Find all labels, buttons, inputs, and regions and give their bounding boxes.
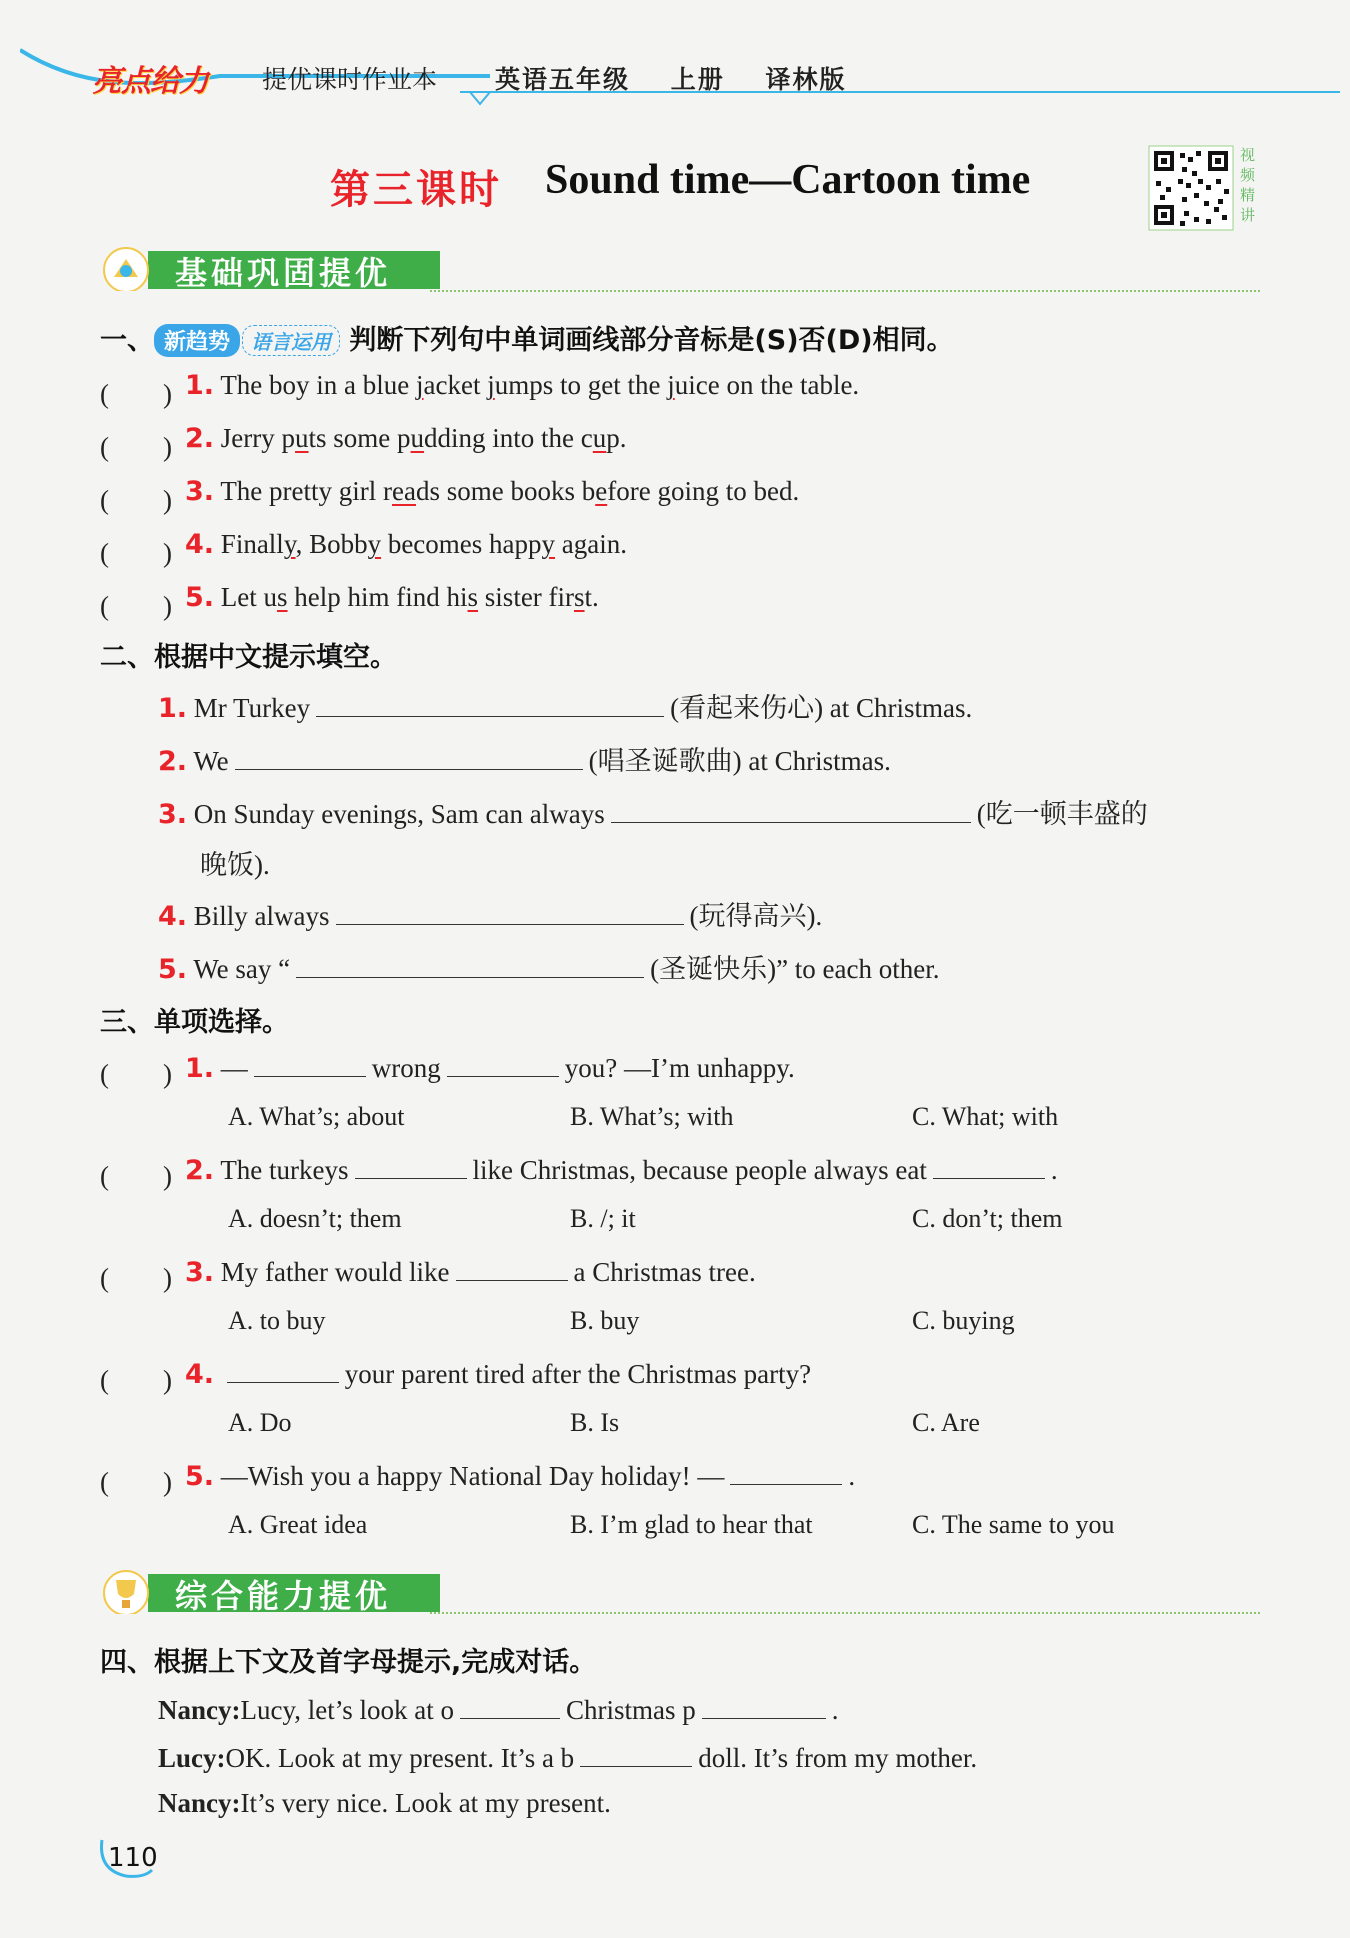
text: We xyxy=(193,746,229,776)
item-number: 1. xyxy=(158,693,188,724)
item-number: 4. xyxy=(158,901,188,932)
hint: (吃一顿丰盛的 xyxy=(976,799,1148,829)
text: acket xyxy=(423,370,488,400)
part1-heading xyxy=(100,318,954,357)
underlined-letter: j xyxy=(416,370,424,400)
item-number: 5. xyxy=(158,954,188,985)
answer-paren[interactable]: ( ) xyxy=(100,1467,172,1497)
text: ds some books b xyxy=(415,476,596,506)
option-b[interactable]: B. /; it xyxy=(570,1204,636,1233)
underlined-letter: j xyxy=(487,370,495,400)
hint: (看起来伤心) at Christmas. xyxy=(670,693,973,723)
hint: (圣诞快乐)” to each other. xyxy=(650,954,940,984)
underlined-letter: u xyxy=(592,423,607,453)
text: . xyxy=(1050,1155,1058,1185)
text: It’s very nice. Look at my present. xyxy=(240,1788,611,1818)
text: help him find hi xyxy=(287,582,468,612)
underlined-letter: y xyxy=(367,529,382,559)
answer-paren[interactable]: ( ) xyxy=(100,1263,172,1293)
speaker: Nancy: xyxy=(158,1695,241,1725)
part1-prefix: 一、 xyxy=(100,325,154,356)
text: your parent tired after the Christmas party? xyxy=(344,1359,812,1389)
text: Christmas p xyxy=(565,1695,696,1725)
text: My father would like xyxy=(220,1257,450,1287)
part1-item xyxy=(185,423,627,454)
text: Jerry p xyxy=(220,423,296,453)
text: The boy in a blue xyxy=(220,370,417,400)
text: Billy always xyxy=(193,901,330,931)
hint: (唱圣诞歌曲) at Christmas. xyxy=(588,746,891,776)
item-number: 5. xyxy=(185,582,215,613)
item-number: 2. xyxy=(185,1155,215,1186)
text: umps to get the xyxy=(494,370,668,400)
underlined-letter: u xyxy=(295,423,309,453)
mc-question xyxy=(185,1152,1058,1186)
text: doll. It’s from my mother. xyxy=(698,1743,978,1773)
text: The turkeys xyxy=(220,1155,349,1185)
text: you? —I’m unhappy. xyxy=(564,1053,795,1083)
item-number: 2. xyxy=(158,746,188,777)
text: — xyxy=(220,1053,248,1083)
text: wrong xyxy=(371,1053,441,1083)
speaker: Nancy: xyxy=(158,1788,241,1818)
part2-item xyxy=(158,947,940,986)
text: On Sunday evenings, Sam can always xyxy=(193,799,605,829)
fill-blank[interactable] xyxy=(933,1152,1045,1179)
text: uice on the table. xyxy=(674,370,860,400)
item-number: 5. xyxy=(185,1461,215,1492)
underlined-letter: j xyxy=(667,370,675,400)
text: ts some p xyxy=(308,423,411,453)
item-number: 4. xyxy=(185,1359,215,1390)
part2-item-cont: 晚饭). xyxy=(200,850,270,880)
text: t. xyxy=(584,582,599,612)
part1-item xyxy=(185,476,799,507)
option-a[interactable]: A. to buy xyxy=(228,1306,326,1335)
fill-blank[interactable] xyxy=(460,1692,560,1719)
text: sister fir xyxy=(478,582,575,612)
text: becomes happ xyxy=(381,529,542,559)
fill-blank[interactable] xyxy=(296,951,644,978)
fill-blank[interactable] xyxy=(227,1356,339,1383)
answer-paren[interactable]: ( ) xyxy=(100,379,172,409)
item-number: 3. xyxy=(158,799,188,830)
option-a[interactable]: A. doesn’t; them xyxy=(228,1204,402,1233)
option-b[interactable]: B. buy xyxy=(570,1306,640,1335)
fill-blank[interactable] xyxy=(355,1152,467,1179)
part4-heading: 四、根据上下文及首字母提示,完成对话。 xyxy=(100,1647,597,1678)
part2-item xyxy=(158,686,972,725)
part2-heading: 二、根据中文提示填空。 xyxy=(100,642,397,673)
hint: (玩得高兴). xyxy=(689,901,823,931)
option-c[interactable]: C. Are xyxy=(912,1408,980,1437)
underlined-letter: s xyxy=(467,582,479,612)
option-c[interactable]: C. What; with xyxy=(912,1102,1059,1131)
part1-item xyxy=(185,529,627,560)
underlined-letter: y xyxy=(541,529,556,559)
book-info xyxy=(495,60,876,96)
text: like Christmas, because people always eat xyxy=(472,1155,927,1185)
answer-paren[interactable]: ( ) xyxy=(100,591,172,621)
fill-blank[interactable] xyxy=(316,690,664,717)
brand-logo: 亮点给力 xyxy=(92,64,208,99)
qr-label: 视频精讲 xyxy=(1240,148,1256,224)
item-number: 4. xyxy=(185,529,215,560)
answer-paren[interactable]: ( ) xyxy=(100,1161,172,1191)
text: . xyxy=(831,1695,839,1725)
subject-label: 英语五年级 xyxy=(495,65,631,94)
item-number: 1. xyxy=(185,370,215,401)
text: a Christmas tree. xyxy=(573,1257,756,1287)
edition-label: 译林版 xyxy=(765,65,847,94)
text: Let u xyxy=(220,582,278,612)
speaker: Lucy: xyxy=(158,1743,226,1773)
part1-item xyxy=(185,370,859,401)
underlined-letter: ea xyxy=(392,476,416,506)
text: . xyxy=(848,1461,856,1491)
section-title-advanced: 综合能力提优 xyxy=(175,1577,392,1615)
mc-question xyxy=(185,1050,795,1084)
underlined-letter: u xyxy=(410,423,425,453)
fill-blank[interactable] xyxy=(702,1692,826,1719)
section-divider xyxy=(430,1612,1260,1614)
fill-blank[interactable] xyxy=(447,1050,559,1077)
option-c[interactable]: C. buying xyxy=(912,1306,1015,1335)
mc-question xyxy=(185,1254,756,1288)
fill-blank[interactable] xyxy=(235,743,583,770)
option-b[interactable]: B. I’m glad to hear that xyxy=(570,1510,813,1539)
answer-paren[interactable]: ( ) xyxy=(100,538,172,568)
part3-heading: 三、单项选择。 xyxy=(100,1007,289,1038)
underlined-letter: e xyxy=(595,476,608,506)
dialogue-line xyxy=(158,1788,611,1819)
text: The pretty girl r xyxy=(220,476,393,506)
answer-paren[interactable]: ( ) xyxy=(100,432,172,462)
part2-item xyxy=(158,792,1148,831)
text: OK. Look at my present. It’s a b xyxy=(225,1743,575,1773)
part1-item xyxy=(185,582,599,613)
answer-paren[interactable]: ( ) xyxy=(100,485,172,515)
page-number: 110 xyxy=(108,1843,158,1873)
answer-paren[interactable]: ( ) xyxy=(100,1365,172,1395)
option-b[interactable]: B. Is xyxy=(570,1408,620,1437)
text: dding into the c xyxy=(424,423,593,453)
text: fore going to bed. xyxy=(607,476,800,506)
underlined-letter: s xyxy=(277,582,288,612)
answer-paren[interactable]: ( ) xyxy=(100,1059,172,1089)
fill-blank[interactable] xyxy=(336,898,684,925)
item-number: 1. xyxy=(185,1053,215,1084)
text: Finall xyxy=(220,529,284,559)
text: again. xyxy=(555,529,628,559)
fill-blank[interactable] xyxy=(456,1254,568,1281)
item-number: 2. xyxy=(185,423,215,454)
fill-blank[interactable] xyxy=(611,796,971,823)
brand-subtitle: 提优课时作业本 xyxy=(262,65,438,94)
section-title-basic: 基础巩固提优 xyxy=(175,254,392,292)
item-number: 3. xyxy=(185,1257,215,1288)
dialogue-line xyxy=(158,1692,838,1726)
fill-blank[interactable] xyxy=(254,1050,366,1077)
underlined-letter: y xyxy=(283,529,296,559)
mc-question xyxy=(185,1458,855,1492)
item-number: 3. xyxy=(185,476,215,507)
usage-tag: 语言运用 xyxy=(242,325,340,356)
text: —Wish you a happy National Day holiday! — xyxy=(220,1461,725,1491)
option-a[interactable]: A. Do xyxy=(228,1408,292,1437)
lesson-title: Sound time—Cartoon time xyxy=(545,157,1031,203)
text: Mr Turkey xyxy=(193,693,311,723)
text: p. xyxy=(606,423,627,453)
part1-instruction: 判断下列句中单词画线部分音标是(S)否(D)相同。 xyxy=(349,325,954,356)
option-a[interactable]: A. Great idea xyxy=(228,1510,368,1539)
fill-blank[interactable] xyxy=(730,1458,842,1485)
text: We say “ xyxy=(193,954,291,984)
option-a[interactable]: A. What’s; about xyxy=(228,1102,405,1131)
text: , Bobb xyxy=(295,529,368,559)
part2-item xyxy=(158,894,822,933)
trend-tag: 新趋势 xyxy=(154,324,240,357)
fill-blank[interactable] xyxy=(580,1740,692,1767)
dialogue-line xyxy=(158,1740,977,1774)
underlined-letter: s xyxy=(574,582,585,612)
option-c[interactable]: C. The same to you xyxy=(912,1510,1115,1539)
option-c[interactable]: C. don’t; them xyxy=(912,1204,1063,1233)
part2-item xyxy=(158,739,891,778)
mc-question xyxy=(185,1356,811,1390)
section-divider xyxy=(430,290,1260,292)
text: Lucy, let’s look at o xyxy=(240,1695,454,1725)
lesson-label: 第三课时 xyxy=(330,167,502,212)
option-b[interactable]: B. What’s; with xyxy=(570,1102,734,1131)
volume-label: 上册 xyxy=(670,65,725,94)
